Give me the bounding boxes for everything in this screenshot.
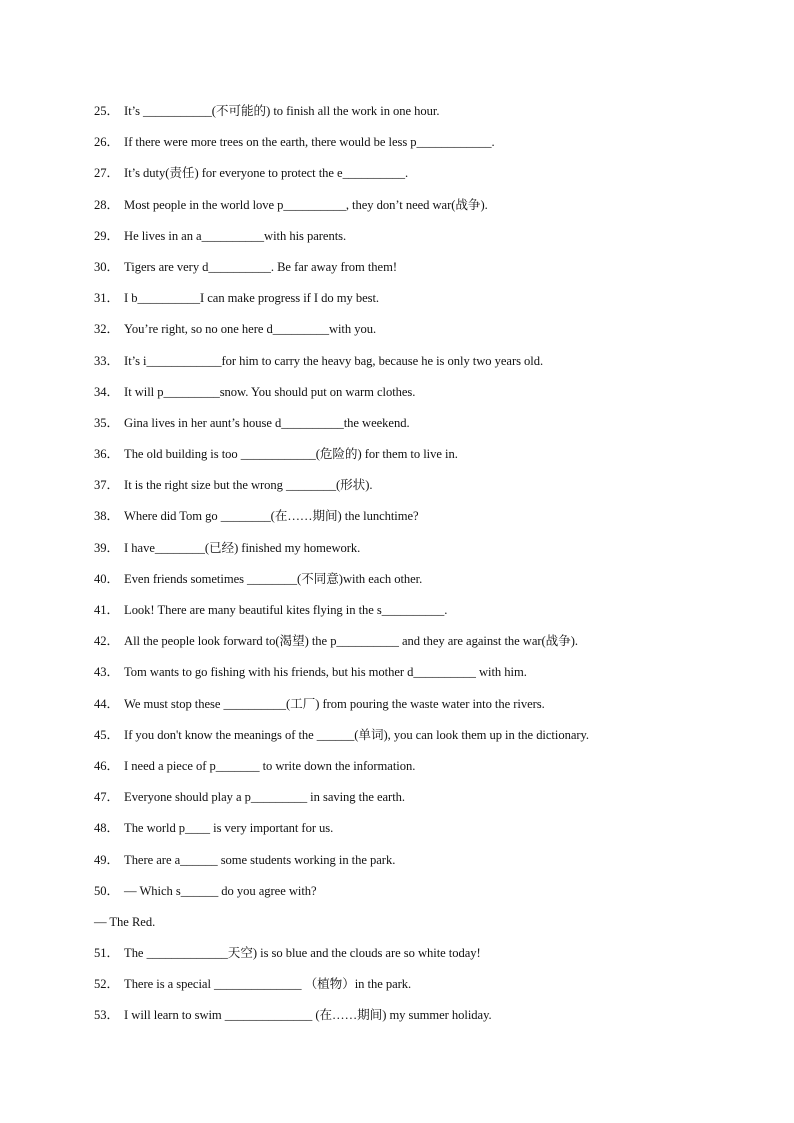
question-item [94, 319, 714, 350]
question-number: 46． [94, 758, 120, 773]
question-item [94, 631, 714, 662]
question-number: 52． [94, 977, 120, 992]
question-number: 50． [94, 883, 120, 898]
question-item [94, 538, 714, 569]
question-item [94, 382, 714, 413]
question-text: Gina lives in her aunt’s house d__________the weekend. [124, 415, 410, 430]
question-number: 37． [94, 478, 120, 493]
question-number: 45． [94, 727, 120, 742]
question-text: There is a special ______________ （植物）in the park. [124, 977, 412, 992]
question-item [94, 725, 714, 756]
answer-line [94, 912, 714, 943]
question-item [94, 101, 714, 132]
question-text: Tigers are very d__________. Be far away from them! [124, 259, 397, 274]
question-number: 32． [94, 322, 120, 337]
question-text: If there were more trees on the earth, there would be less p____________. [124, 135, 495, 150]
question-number: 47． [94, 790, 120, 805]
question-item [94, 943, 714, 974]
question-text: It’s duty(责任) for everyone to protect the e__________. [124, 166, 409, 181]
question-text: — The Red. [94, 914, 156, 929]
question-item [94, 694, 714, 725]
question-text: We must stop these __________(工厂) from pouring the waste water into the rivers. [124, 696, 545, 711]
question-text: You’re right, so no one here d_________with you. [124, 322, 377, 337]
question-text: I have________(已经) finished my homework. [124, 540, 361, 555]
question-number: 43． [94, 665, 120, 680]
question-text: Look! There are many beautiful kites flying in the s__________. [124, 603, 448, 617]
question-number: 25． [94, 104, 120, 118]
question-item [94, 444, 714, 475]
question-number: 36． [94, 447, 120, 462]
question-text: I b__________I can make progress if I do my best. [124, 291, 380, 306]
question-text: Everyone should play a p_________ in saving the earth. [124, 790, 405, 805]
question-item [94, 662, 714, 693]
question-text: I need a piece of p_______ to write down the information. [124, 758, 416, 773]
question-item [94, 1005, 714, 1036]
question-text: It’s ___________(不可能的) to finish all the work in one hour. [124, 104, 440, 118]
question-text: The _____________天空) is so blue and the clouds are so white today! [124, 946, 481, 961]
question-number: 38． [94, 509, 120, 524]
question-text: It will p_________snow. You should put on warm clothes. [124, 384, 416, 399]
question-text: I will learn to swim ______________ (在……期间) my summer holiday. [124, 1008, 492, 1023]
question-item [94, 850, 714, 881]
question-item [94, 163, 714, 194]
question-item [94, 195, 714, 226]
question-item [94, 818, 714, 849]
question-number: 34． [94, 384, 120, 399]
question-text: The old building is too ____________(危险的) for them to live in. [124, 447, 458, 462]
question-item [94, 881, 714, 912]
question-text: He lives in an a__________with his parents. [124, 228, 347, 243]
question-number: 28． [94, 197, 120, 212]
question-item [94, 756, 714, 787]
question-item [94, 600, 714, 631]
question-item [94, 226, 714, 257]
question-text: Tom wants to go fishing with his friends, but his mother d__________ with him. [124, 665, 527, 680]
question-text: — Which s______ do you agree with? [124, 883, 317, 898]
question-item [94, 288, 714, 319]
question-text: The world p____ is very important for us. [124, 821, 334, 836]
question-text: Even friends sometimes ________(不同意)with each other. [124, 571, 423, 586]
question-text: It’s i____________for him to carry the heavy bag, because he is only two years old. [124, 353, 544, 368]
question-item [94, 257, 714, 288]
question-number: 29． [94, 228, 120, 243]
question-item [94, 787, 714, 818]
question-number: 26． [94, 135, 120, 150]
question-text: Where did Tom go ________(在……期间) the lunchtime? [124, 509, 419, 524]
question-number: 49． [94, 852, 120, 867]
question-item [94, 475, 714, 506]
question-text: All the people look forward to(渴望) the p__________ and they are against the war(战争). [124, 634, 578, 649]
question-number: 33． [94, 353, 120, 368]
question-item [94, 569, 714, 600]
question-number: 48． [94, 821, 120, 836]
question-number: 31． [94, 291, 120, 306]
question-number: 44． [94, 696, 120, 711]
question-number: 53． [94, 1008, 120, 1023]
question-number: 39． [94, 540, 120, 555]
question-text: It is the right size but the wrong ________(形状). [124, 478, 373, 493]
question-item [94, 351, 714, 382]
question-item [94, 974, 714, 1005]
question-item [94, 506, 714, 537]
question-list [94, 101, 714, 1037]
question-text: Most people in the world love p__________, they don’t need war(战争). [124, 197, 488, 212]
question-item [94, 132, 714, 163]
question-number: 42． [94, 634, 120, 649]
question-number: 40． [94, 571, 120, 586]
question-number: 41． [94, 603, 120, 617]
question-item [94, 413, 714, 444]
question-text: There are a______ some students working in the park. [124, 852, 396, 867]
question-number: 35． [94, 415, 120, 430]
question-number: 30． [94, 259, 120, 274]
question-text: If you don't know the meanings of the ______(单词), you can look them up in the dictionary. [124, 727, 590, 742]
question-number: 27． [94, 166, 120, 181]
question-number: 51． [94, 946, 120, 961]
